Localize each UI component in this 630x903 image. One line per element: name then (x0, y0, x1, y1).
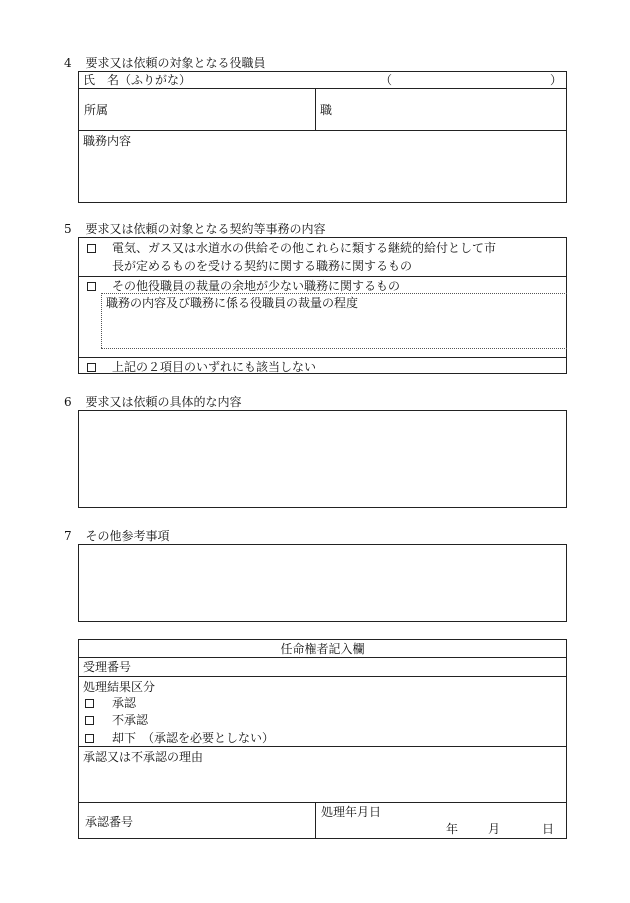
section5-heading (64, 223, 325, 235)
authority-divider (78, 802, 567, 803)
receipt-number-label: 受理番号 (83, 660, 132, 674)
authority-divider (78, 746, 567, 747)
affiliation-field[interactable] (110, 90, 310, 128)
option-utility-contract-line1: 電気、ガス又は水道水の供給その他これらに類する継続的給付として市 (112, 241, 497, 255)
option-low-discretion-checkbox[interactable] (87, 280, 96, 292)
name-furigana-label: 氏 名（ふりがな） (83, 73, 192, 87)
discretion-detail-field[interactable] (104, 312, 564, 346)
specific-content-field[interactable] (78, 410, 567, 508)
result-disapprove-checkbox[interactable] (85, 714, 94, 726)
section5-subbox-border (101, 293, 102, 348)
section4-divider (315, 88, 316, 130)
option-utility-contract-checkbox[interactable] (87, 242, 96, 254)
date-year-label: 年 (446, 822, 459, 836)
processing-date-label: 処理年月日 (321, 805, 382, 819)
discretion-detail-label: 職務の内容及び職務に係る役職員の裁量の程度 (106, 296, 359, 310)
section4-divider (78, 88, 567, 89)
duties-label: 職務内容 (83, 134, 132, 148)
paren-open: （ (380, 73, 393, 87)
date-day-label: 日 (542, 822, 555, 836)
section6-title: 要求又は依頼の具体的な内容 (85, 395, 242, 409)
position-label: 職 (320, 103, 333, 117)
result-dismiss-label: 却下 （承認を必要としない） (112, 731, 275, 745)
duties-field[interactable] (80, 150, 564, 200)
name-furigana-field[interactable] (185, 72, 563, 87)
date-month-label: 月 (488, 822, 501, 836)
paren-close: ） (550, 73, 563, 87)
position-field[interactable] (336, 90, 564, 128)
section5-subbox-border (101, 293, 567, 294)
section4-divider (78, 130, 567, 131)
reason-field[interactable] (80, 766, 564, 800)
option-none-label: 上記の２項目のいずれにも該当しない (112, 360, 317, 374)
authority-divider (315, 802, 316, 839)
approval-number-label: 承認番号 (85, 815, 134, 829)
section5-subbox-border (101, 348, 567, 349)
approval-number-field[interactable] (150, 805, 310, 837)
authority-divider (78, 676, 567, 677)
authority-divider (78, 657, 567, 658)
processing-date-field[interactable] (320, 820, 564, 837)
section5-divider (78, 357, 567, 358)
section7-title: その他参考事項 (85, 529, 170, 543)
result-disapprove-label: 不承認 (112, 713, 149, 727)
section4-number: 4 (64, 56, 72, 70)
section6-heading (64, 396, 241, 408)
result-dismiss-checkbox[interactable] (85, 732, 94, 744)
option-low-discretion-label: その他役職員の裁量の余地が少ない職務に関するもの (112, 279, 401, 293)
receipt-number-field[interactable] (140, 659, 564, 674)
option-utility-contract-line2: 長が定めるものを受ける契約に関する職務に関するもの (112, 259, 413, 273)
section7-number: 7 (64, 529, 72, 543)
authority-title: 任命権者記入欄 (280, 642, 365, 656)
section5-title: 要求又は依頼の対象となる契約等事務の内容 (85, 222, 326, 236)
reference-notes-field[interactable] (78, 544, 567, 622)
result-category-label: 処理結果区分 (83, 680, 156, 694)
section5-divider (78, 276, 567, 277)
result-approve-checkbox[interactable] (85, 697, 94, 709)
result-approve-label: 承認 (112, 696, 137, 710)
section6-number: 6 (64, 395, 72, 409)
reason-label: 承認又は不承認の理由 (83, 750, 204, 764)
section4-heading (64, 57, 265, 69)
section7-heading (64, 530, 169, 542)
section5-number: 5 (64, 222, 72, 236)
option-none-checkbox[interactable] (87, 361, 96, 373)
section4-title: 要求又は依頼の対象となる役職員 (85, 56, 266, 70)
affiliation-label: 所属 (84, 103, 109, 117)
